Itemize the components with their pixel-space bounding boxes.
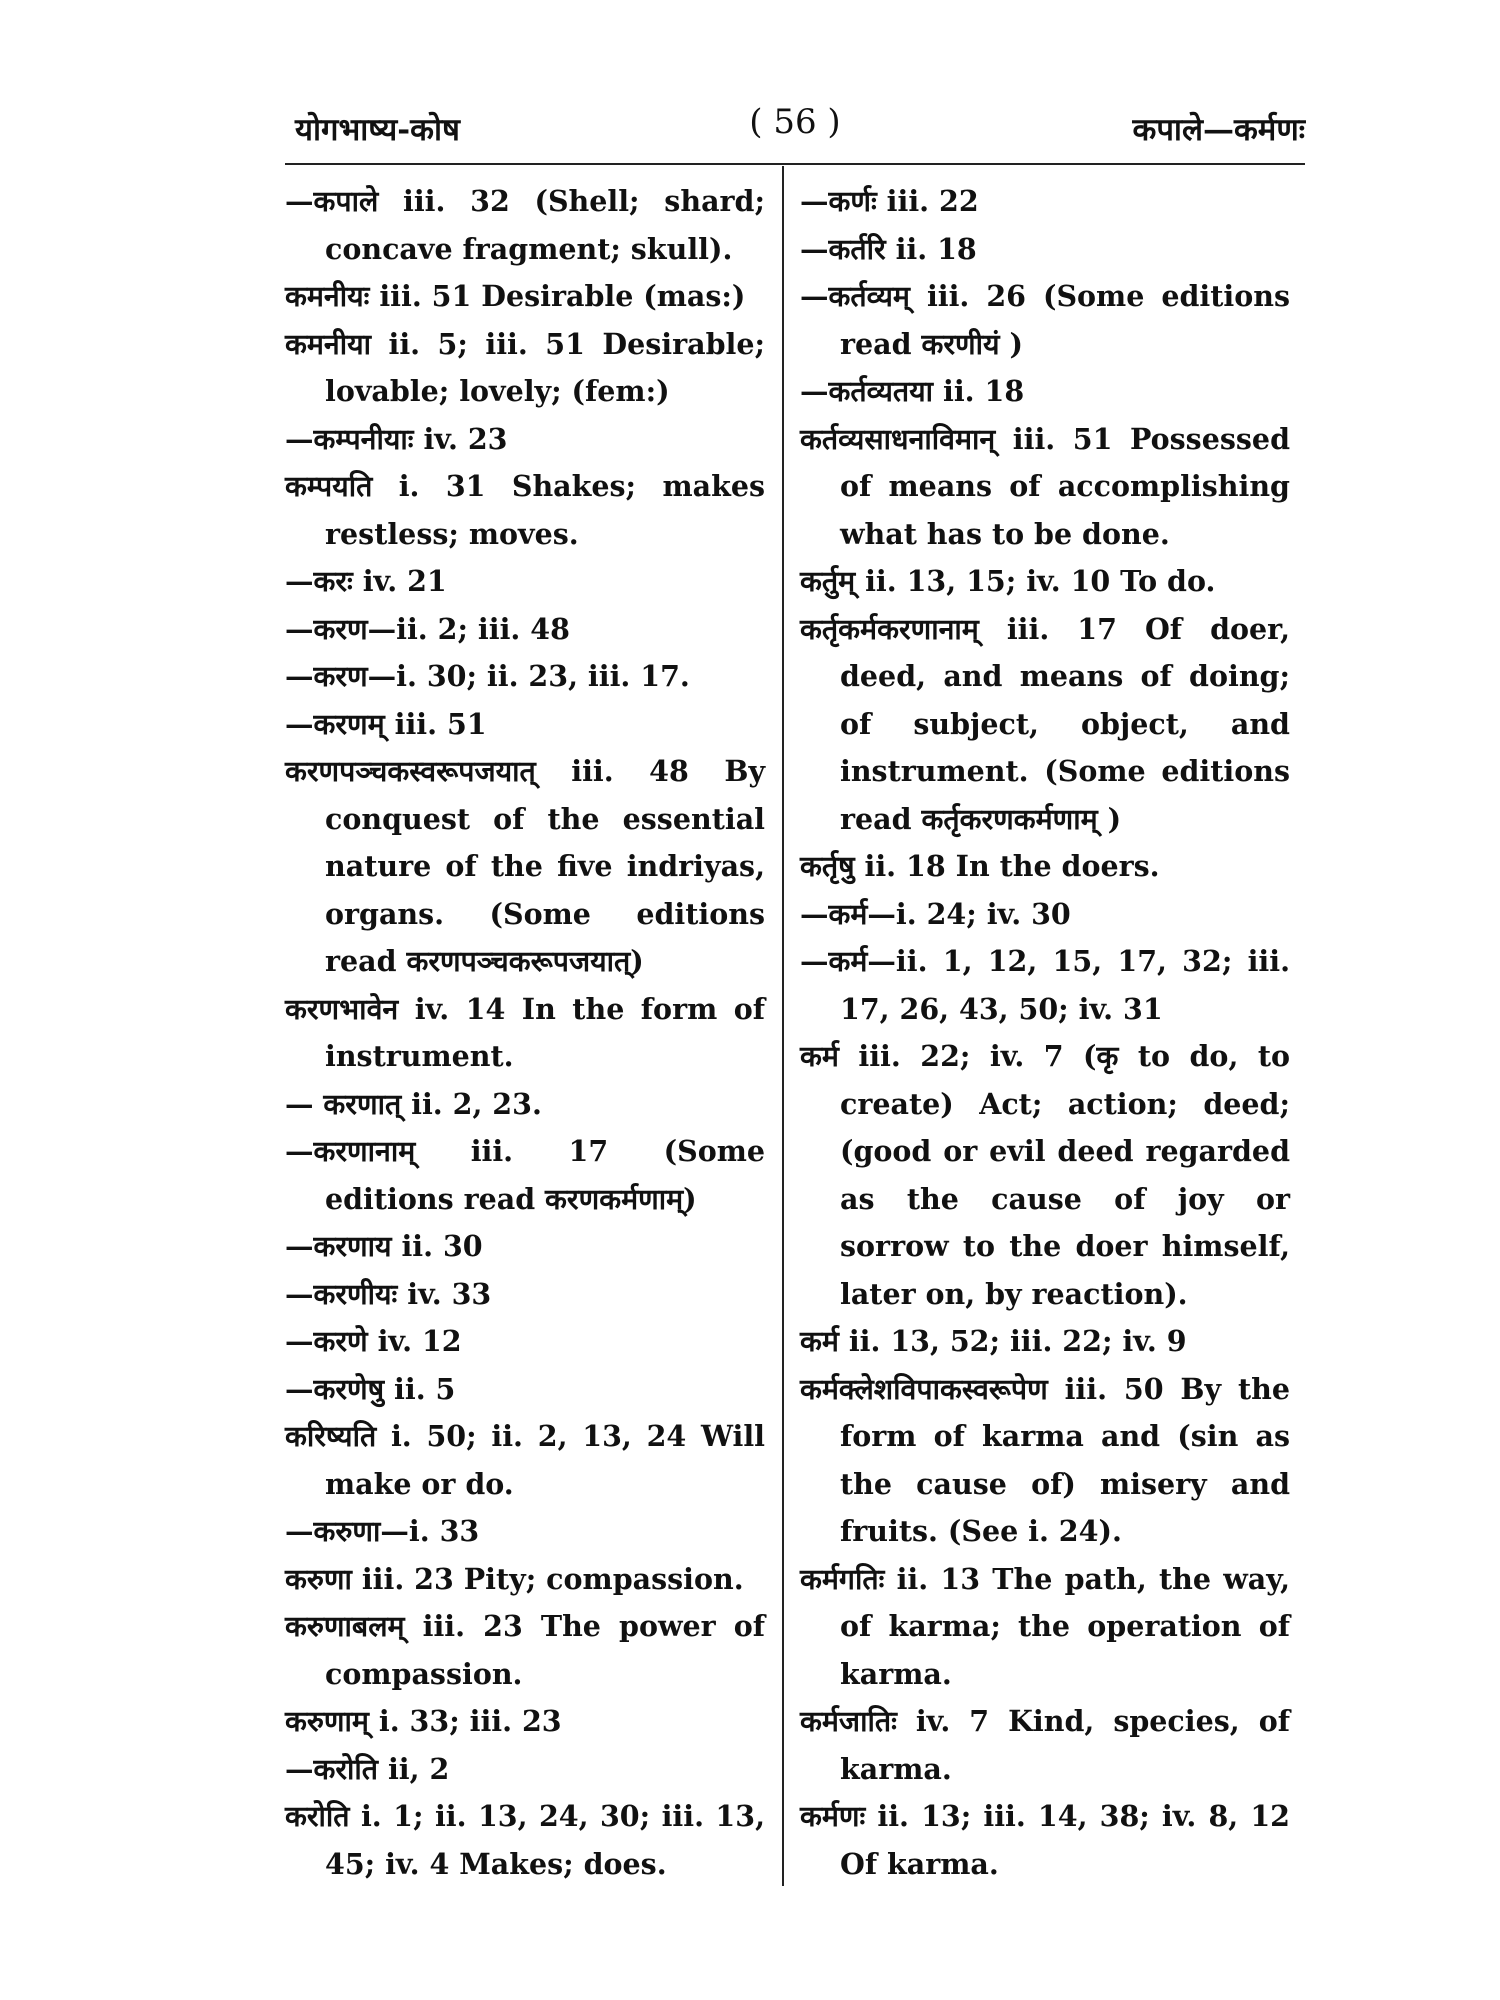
running-title-right: कपाले—कर्मणः <box>1132 112 1305 148</box>
dictionary-entry: करुणा iii. 23 Pity; compassion. <box>285 1561 744 1596</box>
dictionary-entry: —करणाय ii. 30 <box>285 1229 483 1263</box>
dictionary-entry: —कर्तव्यतया ii. 18 <box>800 374 1025 408</box>
dictionary-entry: —करण—i. 30; ii. 23, iii. 17. <box>285 659 690 693</box>
dictionary-entry: —करणानाम् iii. 17 (Some editions read करणकर्मणाम्) <box>285 1134 765 1216</box>
dictionary-entry: करिष्यति i. 50; ii. 2, 13, 24 Will make or do. <box>285 1419 765 1501</box>
dictionary-entry: —कम्पनीयाः iv. 23 <box>285 421 508 456</box>
left-column <box>285 178 765 1888</box>
dictionary-entry: करोति i. 1; ii. 13, 24, 30; iii. 13, 45; iv. 4 Makes; does. <box>285 1799 765 1881</box>
dictionary-entry: कर्म ii. 13, 52; iii. 22; iv. 9 <box>800 1324 1187 1358</box>
dictionary-entry: —करः iv. 21 <box>285 564 447 598</box>
dictionary-entry: कर्तुम् ii. 13, 15; iv. 10 To do. <box>800 564 1216 598</box>
dictionary-entry: करणभावेन iv. 14 In the form of instrument. <box>285 991 765 1073</box>
dictionary-entry: —कर्म—ii. 1, 12, 15, 17, 32; iii. 17, 26, 43, 50; iv. 31 <box>800 944 1290 1026</box>
dictionary-entry: —करणम् iii. 51 <box>285 706 487 741</box>
dictionary-entry: कर्मणः ii. 13; iii. 14, 38; iv. 8, 12 Of karma. <box>800 1799 1290 1881</box>
dictionary-entry: —कपाले iii. 32 (Shell; shard; concave fragment; skull). <box>285 184 765 266</box>
dictionary-entry: कर्म iii. 22; iv. 7 (कृ to do, to create) Act; action; deed; (good or evil deed regarded as the cause of joy or sorrow to the doer himself, later on, by reaction). <box>800 1039 1290 1311</box>
column-divider <box>782 166 784 1886</box>
right-column <box>800 178 1290 1888</box>
dictionary-entry: कमनीया ii. 5; iii. 51 Desirable; lovable; lovely; (fem:) <box>285 326 765 408</box>
dictionary-entry: —कर्तरि ii. 18 <box>800 231 977 266</box>
dictionary-entry: कर्तृकर्मकरणानाम् iii. 17 Of doer, deed, and means of doing; of subject, object, and instrument. (Some editions read कर्तृकरणकर्मणाम् ) <box>800 611 1290 836</box>
header-rule <box>285 163 1305 165</box>
dictionary-entry: —कर्तव्यम् iii. 26 (Some editions read करणीयं ) <box>800 279 1290 361</box>
dictionary-entry: कमनीयः iii. 51 Desirable (mas:) <box>285 279 746 313</box>
dictionary-entry: करुणाम् i. 33; iii. 23 <box>285 1704 562 1738</box>
dictionary-entry: कर्मगतिः ii. 13 The path, the way, of karma; the operation of karma. <box>800 1561 1290 1691</box>
dictionary-entry: —कर्म—i. 24; iv. 30 <box>800 896 1071 931</box>
dictionary-entry: कर्मजातिः iv. 7 Kind, species, of karma. <box>800 1704 1290 1786</box>
dictionary-entry: —करुणा—i. 33 <box>285 1514 480 1548</box>
dictionary-entry: —करण—ii. 2; iii. 48 <box>285 611 570 646</box>
dictionary-entry: कर्मक्लेशविपाकस्वरूपेण iii. 50 By the form of karma and (sin as the cause of) misery and fruits. (See i. 24). <box>800 1371 1290 1548</box>
dictionary-entry: —कर्णः iii. 22 <box>800 184 979 218</box>
dictionary-entry: कम्पयति i. 31 Shakes; makes restless; moves. <box>285 469 765 551</box>
page-header <box>285 100 1305 160</box>
dictionary-entry: —करणीयः iv. 33 <box>285 1276 492 1311</box>
dictionary-entry: —करणेषु ii. 5 <box>285 1371 456 1406</box>
dictionary-entry: कर्तृषु ii. 18 In the doers. <box>800 849 1160 883</box>
dictionary-entry: —करोति ii, 2 <box>285 1751 450 1786</box>
dictionary-entry: —करणे iv. 12 <box>285 1324 462 1358</box>
dictionary-entry: कर्तव्यसाधनाविमान् iii. 51 Possessed of means of accomplishing what has to be done. <box>800 421 1290 551</box>
page-number: ( 56 ) <box>749 102 841 142</box>
dictionary-entry: करुणाबलम् iii. 23 The power of compassion. <box>285 1609 765 1691</box>
dictionary-entry: — करणात् ii. 2, 23. <box>285 1086 542 1121</box>
running-title-left: योगभाष्य-कोष <box>295 112 460 148</box>
dictionary-entry: करणपञ्चकस्वरूपजयात् iii. 48 By conquest of the essential nature of the five indriyas, organs. (Some editions read करणपञ्चकरूपजयात्) <box>285 754 765 978</box>
